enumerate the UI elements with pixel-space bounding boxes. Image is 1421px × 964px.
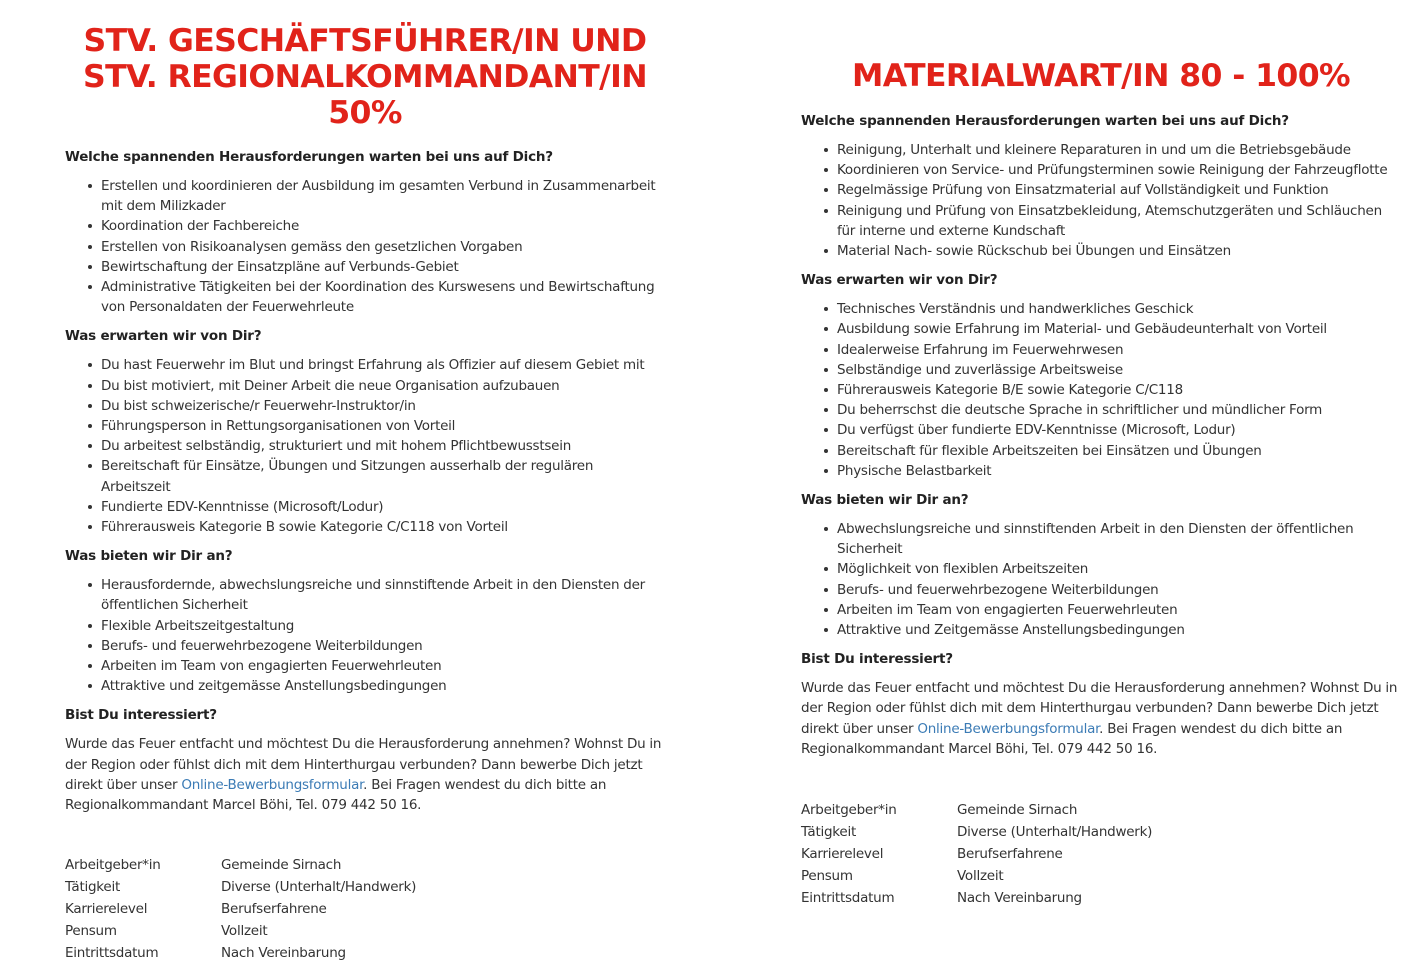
detail-value: Nach Vereinbarung <box>221 945 346 962</box>
table-row <box>65 942 416 964</box>
list-item: Fundierte EDV-Kenntnisse (Microsoft/Lodur) <box>101 497 665 517</box>
job-details-table <box>801 799 1152 909</box>
section-heading-offer: Was bieten wir Dir an? <box>801 492 969 509</box>
table-row <box>801 821 1152 843</box>
table-row <box>801 865 1152 887</box>
list-item: Reinigung und Prüfung von Einsatzbekleidung, Atemschutzgeräten und Schläuchen für interne und externe Kundschaft <box>837 201 1401 241</box>
detail-label: Arbeitgeber*in <box>65 857 161 874</box>
table-row <box>801 799 1152 821</box>
detail-value: Berufserfahrene <box>221 901 327 918</box>
list-item: Erstellen und koordinieren der Ausbildung im gesamten Verbund in Zusammenarbeit mit dem Milizkader <box>101 176 665 216</box>
detail-value: Vollzeit <box>957 868 1004 885</box>
detail-label: Eintrittsdatum <box>801 890 895 907</box>
detail-label: Pensum <box>65 923 117 940</box>
list-item: Du bist schweizerische/r Feuerwehr-Instruktor/in <box>101 396 665 416</box>
detail-label: Karrierelevel <box>65 901 148 918</box>
detail-label: Tätigkeit <box>801 824 856 841</box>
section-heading-tasks: Welche spannenden Herausforderungen warten bei uns auf Dich? <box>65 149 553 165</box>
list-item: Arbeiten im Team von engagierten Feuerwehrleuten <box>101 656 665 676</box>
section-heading-offer: Was bieten wir Dir an? <box>65 548 233 565</box>
list-item: Führungsperson in Rettungsorganisationen von Vorteil <box>101 416 665 436</box>
list-item: Du verfügst über fundierte EDV-Kenntnisse (Microsoft, Lodur) <box>837 420 1401 440</box>
application-text: Wurde das Feuer entfacht und möchtest Du die Herausforderung annehmen? Wohnst Du in der Region oder fühlst dich mit dem Hinterthurgau verbunden? Dann bewerbe Dich jetzt direkt über unser <box>801 680 1398 737</box>
list-item: Regelmässige Prüfung von Einsatzmaterial auf Vollständigkeit und Funktion <box>837 180 1401 200</box>
tasks-list <box>801 140 1401 261</box>
requirements-list <box>801 299 1401 481</box>
list-item: Bereitschaft für Einsätze, Übungen und Sitzungen ausserhalb der regulären Arbeitszeit <box>101 456 665 496</box>
table-row <box>65 898 416 920</box>
section-heading-tasks: Welche spannenden Herausforderungen warten bei uns auf Dich? <box>801 113 1289 129</box>
job-title: STV. GESCHÄFTSFÜHRER/IN UND STV. REGIONALKOMMANDANT/IN 50% <box>83 23 647 131</box>
application-form-link[interactable]: Online-Bewerbungsformular <box>917 720 1100 737</box>
list-item: Physische Belastbarkeit <box>837 461 1401 481</box>
list-item: Du hast Feuerwehr im Blut und bringst Erfahrung als Offizier auf diesem Gebiet mit <box>101 355 665 375</box>
list-item: Berufs- und feuerwehrbezogene Weiterbildungen <box>101 636 665 656</box>
section-heading-requirements: Was erwarten wir von Dir? <box>65 328 262 345</box>
application-paragraph <box>801 678 1401 759</box>
requirements-list <box>65 355 665 537</box>
job-posting-left <box>65 0 665 964</box>
detail-label: Pensum <box>801 868 853 885</box>
detail-label: Tätigkeit <box>65 879 120 896</box>
section-heading-interest: Bist Du interessiert? <box>801 651 953 668</box>
list-item: Selbständige und zuverlässige Arbeitsweise <box>837 360 1401 380</box>
list-item: Führerausweis Kategorie B/E sowie Kategorie C/C118 <box>837 380 1401 400</box>
offer-list <box>801 519 1401 640</box>
list-item: Attraktive und zeitgemässe Anstellungsbedingungen <box>101 676 665 696</box>
list-item: Herausfordernde, abwechslungsreiche und sinnstiftende Arbeit in den Diensten der öffentlichen Sicherheit <box>101 575 665 615</box>
list-item: Koordinieren von Service- und Prüfungsterminen sowie Reinigung der Fahrzeugflotte <box>837 160 1401 180</box>
list-item: Berufs- und feuerwehrbezogene Weiterbildungen <box>837 580 1401 600</box>
detail-label: Karrierelevel <box>801 846 884 863</box>
detail-label: Eintrittsdatum <box>65 945 159 962</box>
table-row <box>65 876 416 898</box>
detail-value: Gemeinde Sirnach <box>221 857 342 874</box>
application-text-contact: . Bei Fragen wendest du dich bitte an Regionalkommandant Marcel Böhi, Tel. 079 442 50 16. <box>801 720 1343 757</box>
application-paragraph <box>65 734 665 815</box>
job-details-table <box>65 854 416 964</box>
table-row <box>801 843 1152 865</box>
list-item: Technisches Verständnis und handwerkliches Geschick <box>837 299 1401 319</box>
list-item: Arbeiten im Team von engagierten Feuerwehrleuten <box>837 600 1401 620</box>
table-row <box>65 854 416 876</box>
application-text: Wurde das Feuer entfacht und möchtest Du die Herausforderung annehmen? Wohnst Du in der Region oder fühlst dich mit dem Hinterthurgau verbunden? Dann bewerbe Dich jetzt direkt über unser <box>65 736 662 793</box>
application-form-link[interactable]: Online-Bewerbungsformular <box>181 776 364 793</box>
job-posting-right <box>801 0 1401 909</box>
list-item: Du bist motiviert, mit Deiner Arbeit die neue Organisation aufzubauen <box>101 376 665 396</box>
application-text-contact: . Bei Fragen wendest du dich bitte an Regionalkommandant Marcel Böhi, Tel. 079 442 50 16. <box>65 776 607 814</box>
detail-value: Gemeinde Sirnach <box>957 802 1078 819</box>
list-item: Koordination der Fachbereiche <box>101 216 665 236</box>
list-item: Bewirtschaftung der Einsatzpläne auf Verbunds-Gebiet <box>101 257 665 277</box>
list-item: Attraktive und Zeitgemässe Anstellungsbedingungen <box>837 620 1401 640</box>
list-item: Abwechslungsreiche und sinnstiftenden Arbeit in den Diensten der öffentlichen Sicherheit <box>837 519 1401 559</box>
list-item: Bereitschaft für flexible Arbeitszeiten bei Einsätzen und Übungen <box>837 441 1401 461</box>
table-row <box>801 887 1152 909</box>
detail-value: Berufserfahrene <box>957 846 1063 863</box>
detail-value: Diverse (Unterhalt/Handwerk) <box>221 879 417 896</box>
list-item: Material Nach- sowie Rückschub bei Übungen und Einsätzen <box>837 241 1401 261</box>
list-item: Möglichkeit von flexiblen Arbeitszeiten <box>837 559 1401 579</box>
list-item: Idealerweise Erfahrung im Feuerwehrwesen <box>837 340 1401 360</box>
list-item: Führerausweis Kategorie B sowie Kategorie C/C118 von Vorteil <box>101 517 665 537</box>
tasks-list <box>65 176 665 317</box>
job-title: MATERIALWART/IN 80 - 100% <box>851 58 1350 94</box>
list-item: Du beherrschst die deutsche Sprache in schriftlicher und mündlicher Form <box>837 400 1401 420</box>
list-item: Du arbeitest selbständig, strukturiert und mit hohem Pflichtbewusstsein <box>101 436 665 456</box>
list-item: Flexible Arbeitszeitgestaltung <box>101 616 665 636</box>
offer-list <box>65 575 665 696</box>
detail-value: Vollzeit <box>221 923 268 940</box>
list-item: Reinigung, Unterhalt und kleinere Reparaturen in und um die Betriebsgebäude <box>837 140 1401 160</box>
section-heading-interest: Bist Du interessiert? <box>65 707 217 724</box>
detail-label: Arbeitgeber*in <box>801 802 897 819</box>
list-item: Ausbildung sowie Erfahrung im Material- und Gebäudeunterhalt von Vorteil <box>837 319 1401 339</box>
list-item: Administrative Tätigkeiten bei der Koordination des Kurswesens und Bewirtschaftung von Personaldaten der Feuerwehrleute <box>101 277 665 317</box>
list-item: Erstellen von Risikoanalysen gemäss den gesetzlichen Vorgaben <box>101 237 665 257</box>
detail-value: Diverse (Unterhalt/Handwerk) <box>957 824 1153 841</box>
detail-value: Nach Vereinbarung <box>957 890 1082 907</box>
section-heading-requirements: Was erwarten wir von Dir? <box>801 272 998 289</box>
